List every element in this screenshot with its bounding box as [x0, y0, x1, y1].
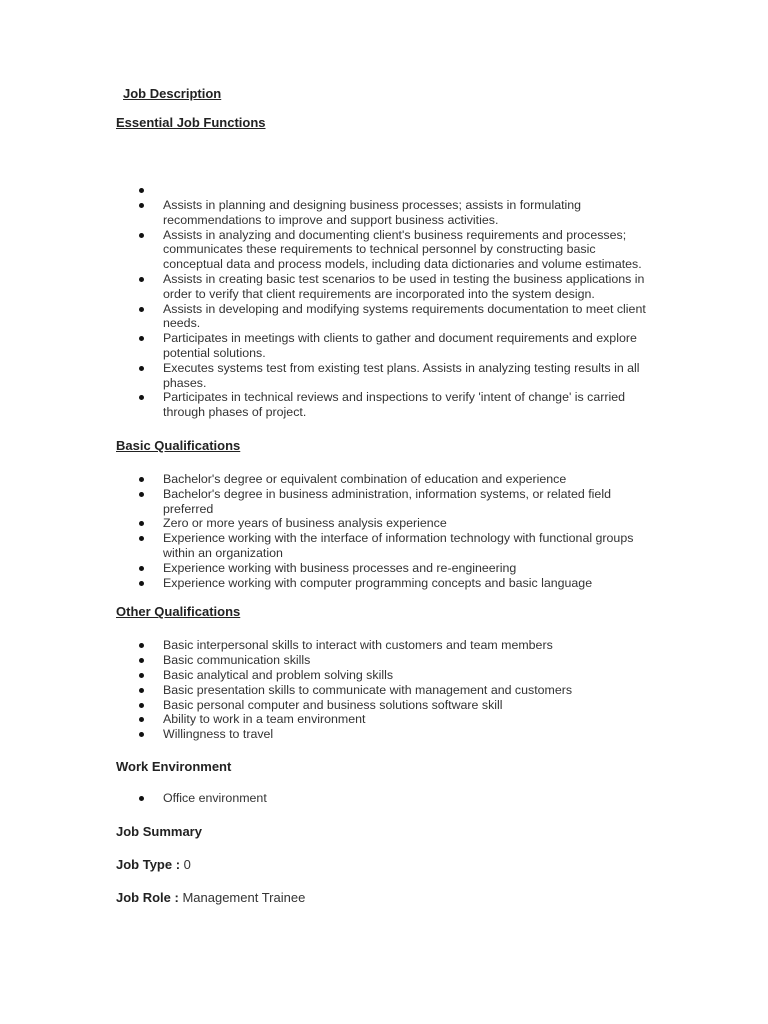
essential-functions-heading: Essential Job Functions [116, 115, 266, 130]
work-environment-heading: Work Environment [116, 758, 232, 774]
list-item: Executes systems test from existing test plans. Assists in analyzing testing results in all phases. [116, 361, 646, 391]
other-qualifications-list [116, 638, 646, 742]
list-item: Experience working with the interface of information technology with functional groups within an organization [116, 531, 646, 561]
job-summary-heading: Job Summary [116, 823, 202, 839]
list-item: Bachelor's degree or equivalent combination of education and experience [116, 472, 646, 487]
document-title: Job Description [123, 86, 222, 101]
list-item: Basic personal computer and business solutions software skill [116, 698, 646, 713]
job-type-label: Job Type : [116, 856, 181, 872]
list-item: Basic analytical and problem solving skills [116, 668, 646, 683]
job-type-value: 0 [180, 856, 191, 872]
list-item: Office environment [116, 791, 646, 806]
list-item: Assists in planning and designing business processes; assists in formulating recommendations to improve and support business activities. [116, 198, 646, 228]
job-role-value: Management Trainee [178, 889, 306, 905]
job-role-row [116, 890, 646, 906]
list-item: Assists in creating basic test scenarios to be used in testing the business applications in order to verify that client requirements are incorporated into the system design. [116, 272, 646, 302]
work-environment-list [116, 791, 646, 806]
list-item: Assists in developing and modifying systems requirements documentation to meet client needs. [116, 302, 646, 332]
list-item [116, 183, 646, 198]
job-role-label: Job Role : [116, 889, 179, 905]
essential-functions-list [116, 183, 646, 420]
basic-qualifications-list [116, 472, 646, 590]
list-item: Experience working with business processes and re-engineering [116, 561, 646, 576]
other-qualifications-heading: Other Qualifications [116, 604, 241, 620]
document-page [116, 86, 646, 906]
list-item: Experience working with computer programming concepts and basic language [116, 576, 646, 591]
list-item: Willingness to travel [116, 727, 646, 742]
list-item: Basic interpersonal skills to interact with customers and team members [116, 638, 646, 653]
basic-qualifications-heading: Basic Qualifications [116, 437, 241, 453]
list-item: Participates in technical reviews and inspections to verify 'intent of change' is carried through phases of project. [116, 390, 646, 420]
list-item: Assists in analyzing and documenting client's business requirements and processes; communicates these requirements to technical personnel by constructing basic conceptual data and process models, including data dictionaries and volume estimates. [116, 228, 646, 272]
list-item: Basic communication skills [116, 653, 646, 668]
list-item: Bachelor's degree in business administration, information systems, or related field preferred [116, 487, 646, 517]
list-item: Ability to work in a team environment [116, 712, 646, 727]
list-item: Zero or more years of business analysis experience [116, 516, 646, 531]
list-item: Basic presentation skills to communicate with management and customers [116, 683, 646, 698]
job-type-row [116, 857, 646, 873]
list-item: Participates in meetings with clients to gather and document requirements and explore potential solutions. [116, 331, 646, 361]
